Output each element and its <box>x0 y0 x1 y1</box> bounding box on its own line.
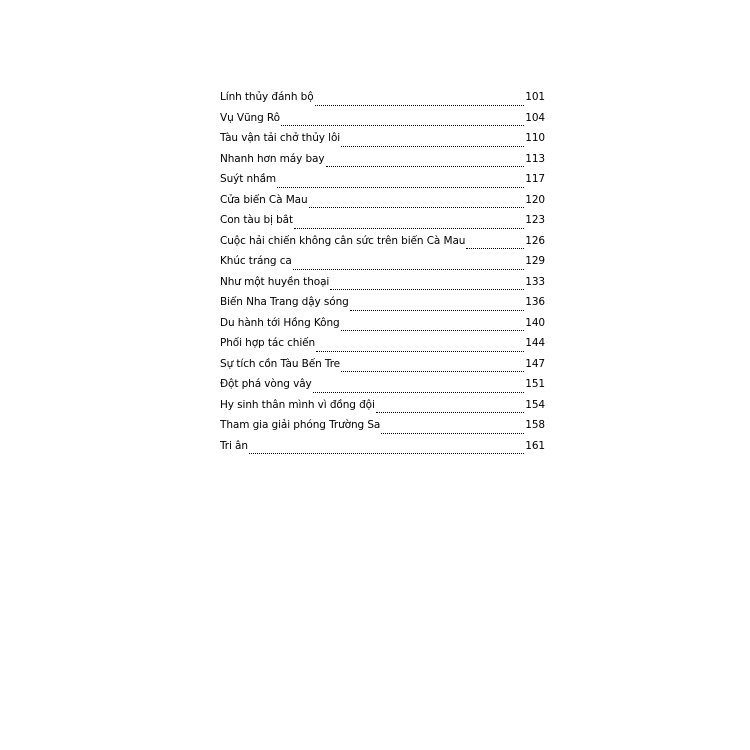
toc-entry-page: 123 <box>525 214 545 226</box>
dot-leader <box>341 145 524 147</box>
toc-entry <box>220 358 545 379</box>
toc-entry <box>220 255 545 276</box>
toc-entry <box>220 112 545 133</box>
toc-entry <box>220 296 545 317</box>
toc-entry <box>220 132 545 153</box>
toc-entry <box>220 317 545 338</box>
toc-entry-title: Biển Nha Trang dậy sóng <box>220 296 349 308</box>
toc-entry <box>220 153 545 174</box>
toc-entry-title: Tri ân <box>220 439 248 452</box>
toc-entry-page: 144 <box>525 337 545 349</box>
toc-entry <box>220 276 545 297</box>
toc-entry-title: Cuộc hải chiến không cân sức trên biển Cà Mau <box>220 234 466 247</box>
toc-entry-page: 117 <box>525 173 545 185</box>
toc-entry <box>220 337 545 358</box>
dot-leader <box>350 309 525 311</box>
toc-entry <box>220 440 545 461</box>
toc-entry <box>220 214 545 235</box>
toc-entry-page: 101 <box>525 91 545 103</box>
dot-leader <box>313 391 525 393</box>
toc-entry <box>220 235 545 256</box>
toc-entry-title: Như một huyền thoại <box>220 275 330 288</box>
toc-entry-title: Hy sinh thân mình vì đồng đội <box>220 398 375 411</box>
toc-entry-title: Tàu vận tải chở thủy lôi <box>220 132 341 144</box>
dot-leader <box>330 288 524 290</box>
toc-entry-title: Lính thủy đánh bộ <box>220 91 314 103</box>
dot-leader <box>316 350 524 352</box>
table-of-contents <box>220 91 545 460</box>
toc-entry-page: 104 <box>525 111 545 124</box>
toc-entry <box>220 399 545 420</box>
toc-entry-page: 151 <box>525 378 545 390</box>
toc-entry-title: Vụ Vũng Rô <box>220 111 280 124</box>
dot-leader <box>277 186 524 188</box>
toc-entry-page: 158 <box>525 419 545 431</box>
toc-entry-page: 140 <box>525 316 545 329</box>
toc-entry-page: 133 <box>525 275 545 288</box>
toc-entry-title: Tham gia giải phóng Trường Sa <box>220 419 381 431</box>
dot-leader <box>376 411 524 413</box>
dot-leader <box>326 165 525 167</box>
toc-entry-page: 136 <box>525 296 545 308</box>
toc-entry-title: Phối hợp tác chiến <box>220 337 316 349</box>
dot-leader <box>293 268 525 270</box>
toc-entry <box>220 91 545 112</box>
toc-entry-page: 147 <box>525 357 545 370</box>
dot-leader <box>309 206 525 208</box>
dot-leader <box>281 124 524 126</box>
toc-entry-title: Cửa biển Cà Mau <box>220 193 308 206</box>
dot-leader <box>249 452 524 454</box>
toc-entry <box>220 419 545 440</box>
toc-entry-title: Nhanh hơn máy bay <box>220 152 325 165</box>
dot-leader <box>294 227 524 229</box>
toc-entry <box>220 173 545 194</box>
toc-entry-page: 110 <box>525 132 545 144</box>
toc-entry-title: Khúc tráng ca <box>220 255 292 267</box>
toc-entry-title: Đột phá vòng vây <box>220 378 312 390</box>
toc-entry-title: Du hành tới Hồng Kông <box>220 316 340 329</box>
toc-entry-page: 129 <box>525 255 545 267</box>
dot-leader <box>466 247 524 249</box>
dot-leader <box>341 329 525 331</box>
dot-leader <box>341 370 524 372</box>
toc-entry-page: 126 <box>525 234 545 247</box>
dot-leader <box>315 104 525 106</box>
toc-entry-page: 113 <box>525 152 545 165</box>
toc-entry-title: Suýt nhầm <box>220 173 277 185</box>
toc-entry-page: 154 <box>525 398 545 411</box>
toc-entry-page: 161 <box>525 439 545 452</box>
toc-entry <box>220 378 545 399</box>
toc-entry <box>220 194 545 215</box>
toc-entry-page: 120 <box>525 193 545 206</box>
dot-leader <box>381 432 524 434</box>
toc-entry-title: Con tàu bị bắt <box>220 214 294 226</box>
toc-entry-title: Sự tích cồn Tàu Bến Tre <box>220 357 341 370</box>
